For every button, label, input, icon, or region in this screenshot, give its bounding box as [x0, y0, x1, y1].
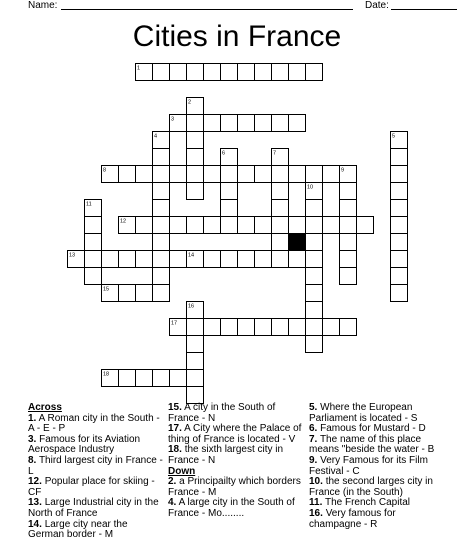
clue-number: 10 [307, 184, 314, 191]
across-column [28, 403, 163, 541]
grid-cell[interactable] [272, 234, 289, 251]
grid-cell[interactable] [187, 64, 204, 81]
grid-cell[interactable] [238, 319, 255, 336]
grid-cell[interactable] [289, 319, 306, 336]
clue-item: 7. The name of this place means "beside the water - B [309, 433, 435, 456]
clue-item: 15. A city in the South of France - N [168, 402, 276, 424]
grid-cell[interactable] [306, 217, 323, 234]
grid-cell[interactable] [306, 336, 323, 353]
grid-cell[interactable] [170, 64, 187, 81]
grid-cell[interactable] [289, 166, 306, 183]
clue-number: 7 [273, 150, 277, 157]
grid-cell[interactable] [119, 285, 136, 302]
clue-item: 10. the second larges city in France (in the South) [309, 476, 433, 498]
grid-cell[interactable] [306, 268, 323, 285]
grid-cell[interactable] [238, 251, 255, 268]
grid-cell[interactable] [170, 251, 187, 268]
grid-cell[interactable] [187, 336, 204, 353]
clue-number: 6 [222, 150, 226, 157]
grid-cell[interactable] [221, 217, 238, 234]
right-column [309, 403, 449, 530]
grid-cell[interactable] [323, 319, 340, 336]
grid-cell[interactable] [221, 200, 238, 217]
clue-item: 1. A Roman city in the South - A - E - P [28, 412, 160, 435]
grid-cell[interactable] [340, 234, 357, 251]
clue-number: 13 [69, 252, 76, 259]
grid-cell[interactable] [119, 370, 136, 387]
clue-number: 12 [120, 218, 127, 225]
middle-column [168, 403, 302, 520]
grid-cell[interactable] [187, 353, 204, 370]
grid-cell[interactable] [238, 115, 255, 132]
grid-cell[interactable] [272, 217, 289, 234]
clue-number: 17 [171, 320, 178, 327]
grid-cell[interactable] [221, 166, 238, 183]
grid-cell[interactable] [204, 166, 221, 183]
grid-cell[interactable] [306, 234, 323, 251]
grid-cell[interactable] [391, 268, 408, 285]
grid-cell[interactable] [255, 251, 272, 268]
grid-cell[interactable] [272, 64, 289, 81]
black-cell [289, 234, 306, 251]
grid-cell[interactable] [187, 370, 204, 387]
grid-cell[interactable] [153, 64, 170, 81]
name-label: Name: [28, 0, 58, 11]
grid-cell[interactable] [153, 166, 170, 183]
grid-cell[interactable] [85, 234, 102, 251]
grid-cell[interactable] [255, 217, 272, 234]
page-title: Cities in France [132, 20, 342, 53]
clue-number: 14 [188, 252, 195, 259]
clue-item: 14. Large city near the German border - M [28, 518, 128, 541]
grid-cell[interactable] [221, 251, 238, 268]
grid-cell[interactable] [187, 115, 204, 132]
grid-cell[interactable] [85, 268, 102, 285]
clue-number: 11 [86, 201, 92, 208]
grid-cell[interactable] [340, 251, 357, 268]
grid-cell[interactable] [272, 115, 289, 132]
clue-item: 6. Famous for Mustard - D [309, 423, 426, 435]
grid-cell[interactable] [272, 166, 289, 183]
grid-cell[interactable] [289, 217, 306, 234]
grid-cell[interactable] [340, 319, 357, 336]
grid-cell[interactable] [323, 166, 340, 183]
grid-cell[interactable] [357, 217, 374, 234]
grid-cell[interactable] [221, 183, 238, 200]
grid-cell[interactable] [119, 251, 136, 268]
grid-cell[interactable] [391, 251, 408, 268]
grid-cell[interactable] [221, 64, 238, 81]
grid-cell[interactable] [187, 166, 204, 183]
clue-number: 4 [154, 133, 158, 140]
grid-cell[interactable] [391, 217, 408, 234]
grid-cell[interactable] [340, 268, 357, 285]
clue-item: 17. A City where the Palace of thing of France is located - V [168, 423, 302, 445]
grid-cell[interactable] [306, 285, 323, 302]
grid-cell[interactable] [391, 183, 408, 200]
grid-cell[interactable] [272, 183, 289, 200]
grid-cell[interactable] [170, 370, 187, 387]
grid-cell[interactable] [187, 149, 204, 166]
grid-cell[interactable] [136, 217, 153, 234]
grid-cell[interactable] [153, 183, 170, 200]
grid-cell[interactable] [85, 251, 102, 268]
clue-item: 11. The French Capital [309, 497, 411, 509]
clue-item: 9. Very Famous for its Film Festival - C [309, 454, 428, 477]
grid-cell[interactable] [340, 217, 357, 234]
clue-item: 3. Famous for its Aviation Aerospace Industry [28, 433, 141, 456]
clue-item: 18. the sixth largest city in France - N [168, 444, 284, 466]
grid-cell[interactable] [289, 251, 306, 268]
clue-number: 16 [188, 303, 195, 310]
grid-cell[interactable] [255, 319, 272, 336]
grid-cell[interactable] [272, 200, 289, 217]
grid-cell[interactable] [187, 387, 204, 404]
grid-cell[interactable] [153, 149, 170, 166]
grid-cell[interactable] [340, 183, 357, 200]
grid-cell[interactable] [391, 200, 408, 217]
clue-item: 16. Very famous for champagne - R [309, 507, 396, 530]
grid-cell[interactable] [136, 251, 153, 268]
down-heading: Down [168, 465, 196, 477]
grid-cell[interactable] [289, 64, 306, 81]
grid-cell[interactable] [153, 251, 170, 268]
clue-number: 5 [392, 133, 396, 140]
clue-item: 13. Large Industrial city in the North of France [28, 497, 159, 519]
grid-cell[interactable] [391, 166, 408, 183]
grid-cell[interactable] [391, 285, 408, 302]
grid-cell[interactable] [272, 251, 289, 268]
grid-cell[interactable] [153, 217, 170, 234]
grid-cell[interactable] [170, 166, 187, 183]
grid-cell[interactable] [306, 166, 323, 183]
clue-item: 2. a Principailty which borders France - M [168, 476, 301, 498]
grid-cell[interactable] [255, 115, 272, 132]
grid-cell[interactable] [204, 64, 221, 81]
clue-item: 8. Third largest city in France - L [28, 454, 163, 477]
grid-cell[interactable] [306, 251, 323, 268]
grid-cell[interactable] [306, 64, 323, 81]
grid-cell[interactable] [153, 370, 170, 387]
clue-number: 2 [188, 99, 192, 106]
grid-cell[interactable] [340, 200, 357, 217]
grid-cell[interactable] [153, 200, 170, 217]
grid-cell[interactable] [204, 115, 221, 132]
grid-cell[interactable] [153, 234, 170, 251]
grid-cell[interactable] [221, 319, 238, 336]
grid-cell[interactable] [255, 166, 272, 183]
grid-cell[interactable] [119, 166, 136, 183]
grid-cell[interactable] [238, 64, 255, 81]
clue-item: 5. Where the European Parliament is located - S [309, 402, 418, 424]
across-heading: Across [28, 402, 62, 413]
grid-cell[interactable] [204, 319, 221, 336]
grid-cell[interactable] [323, 217, 340, 234]
grid-cell[interactable] [238, 217, 255, 234]
grid-cell[interactable] [255, 64, 272, 81]
grid-cell[interactable] [289, 115, 306, 132]
grid-cell[interactable] [136, 166, 153, 183]
grid-cell[interactable] [306, 302, 323, 319]
clue-number: 18 [103, 371, 110, 378]
clue-number: 1 [137, 65, 141, 72]
clue-item: 4. A large city in the South of France - Mo........ [168, 497, 295, 519]
grid-cell[interactable] [85, 217, 102, 234]
grid-cell[interactable] [204, 217, 221, 234]
grid-cell[interactable] [391, 234, 408, 251]
grid-cell[interactable] [272, 319, 289, 336]
clue-number: 3 [171, 116, 175, 123]
date-label: Date: [365, 0, 389, 11]
grid-cell[interactable] [204, 251, 221, 268]
grid-cell[interactable] [170, 217, 187, 234]
grid-cell[interactable] [102, 251, 119, 268]
grid-cell[interactable] [153, 268, 170, 285]
grid-cell[interactable] [136, 370, 153, 387]
grid-cell[interactable] [391, 149, 408, 166]
clue-item: 12. Popular place for skiing - CF [28, 476, 155, 498]
grid-cell[interactable] [187, 132, 204, 149]
grid-cell[interactable] [187, 183, 204, 200]
grid-cell[interactable] [136, 285, 153, 302]
grid-cell[interactable] [221, 115, 238, 132]
clue-number: 15 [103, 286, 110, 293]
grid-cell[interactable] [153, 285, 170, 302]
grid-cell[interactable] [187, 217, 204, 234]
grid-cell[interactable] [187, 319, 204, 336]
clue-number: 9 [341, 167, 345, 174]
grid-cell[interactable] [306, 200, 323, 217]
grid-cell[interactable] [238, 166, 255, 183]
grid-cell[interactable] [306, 319, 323, 336]
clue-number: 8 [103, 167, 107, 174]
